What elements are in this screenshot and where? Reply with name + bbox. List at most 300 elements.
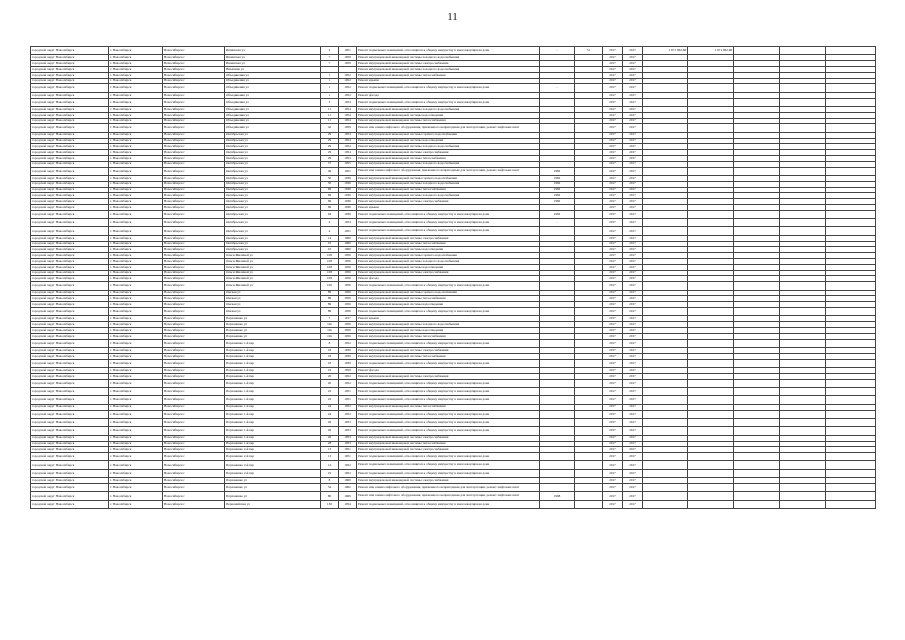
budget-cell xyxy=(734,282,780,290)
street-cell: Объединения ул xyxy=(225,118,321,124)
lift-year-cell xyxy=(540,453,575,461)
street-cell: Омская ул xyxy=(225,296,321,302)
territory-cell: городской округ Новосибирск xyxy=(31,199,109,205)
lift-year-cell: 1982 xyxy=(540,167,575,175)
plan-year-cell: 2017 xyxy=(603,167,623,175)
plan-year-cell: 2017 xyxy=(603,316,623,322)
work-type-cell: Ремонт внутридомовой инженерной системы теплоснабжения xyxy=(357,118,540,124)
fund-cell xyxy=(688,469,734,477)
budget-cell xyxy=(734,461,780,469)
street-cell: Октябрьская ул xyxy=(225,199,321,205)
wear-cell xyxy=(575,500,603,508)
local-cell xyxy=(780,379,826,387)
work-type-cell: Ремонт подвальных помещений, относящихся к общему имуществу в многоквартирном доме xyxy=(357,308,540,316)
house-cell: 106 xyxy=(321,282,339,290)
plan-year-cell: 2017 xyxy=(603,155,623,161)
work-type-cell: Ремонт внутридомовой инженерной системы горячего водоснабжения xyxy=(357,175,540,181)
budget-cell xyxy=(734,387,780,395)
territory-cell: городской округ Новосибирск xyxy=(31,492,109,500)
street-cell: Ольги Жилиной ул xyxy=(225,264,321,270)
work-type-cell: Ремонт подвальных помещений, относящихся к общему имуществу в многоквартирном доме xyxy=(357,396,540,404)
locality-cell: Новосибирск г xyxy=(163,199,225,205)
territory-cell: городской округ Новосибирск xyxy=(31,210,109,218)
built-year-cell: 1956 xyxy=(339,282,357,290)
other-cell xyxy=(826,227,876,235)
fact-year-cell: 2017 xyxy=(623,387,643,395)
plan-year-cell: 2017 xyxy=(603,427,623,435)
city-cell: г. Новосибирск xyxy=(109,235,163,241)
street-cell: Объединения ул xyxy=(225,112,321,118)
territory-cell: городской округ Новосибирск xyxy=(31,469,109,477)
territory-cell: городской округ Новосибирск xyxy=(31,175,109,181)
fact-year-cell: 2017 xyxy=(623,219,643,227)
budget-cell xyxy=(734,84,780,92)
built-year-cell: 1954 xyxy=(339,138,357,144)
plan-year-cell: 2017 xyxy=(603,150,623,156)
fact-year-cell: 2017 xyxy=(623,418,643,426)
work-type-cell: Ремонт подвальных помещений, относящихся к общему имуществу в многоквартирном доме xyxy=(357,219,540,227)
street-cell: Октябрьская ул xyxy=(225,187,321,193)
street-cell: Октябрьская ул xyxy=(225,227,321,235)
territory-cell: городской округ Новосибирск xyxy=(31,441,109,447)
work-type-cell: Ремонт внутридомовой инженерной системы электроснабжения xyxy=(357,347,540,353)
house-cell: 22 xyxy=(321,387,339,395)
other-cell xyxy=(826,124,876,132)
house-cell: 80 xyxy=(321,492,339,500)
other-cell xyxy=(826,492,876,500)
local-cell xyxy=(780,427,826,435)
built-year-cell: 1956 xyxy=(339,308,357,316)
local-cell xyxy=(780,227,826,235)
built-year-cell: 1936 xyxy=(339,204,357,210)
lift-year-cell: 1982 xyxy=(540,193,575,199)
work-type-cell: Ремонт подвальных помещений, относящихся к общему имуществу в многоквартирном доме xyxy=(357,47,540,55)
plan-year-cell: 2017 xyxy=(603,247,623,253)
locality-cell: Новосибирск г xyxy=(163,367,225,373)
city-cell: г. Новосибирск xyxy=(109,469,163,477)
house-cell: 108 xyxy=(321,270,339,276)
fact-year-cell: 2017 xyxy=(623,367,643,373)
budget-cell xyxy=(734,469,780,477)
fact-year-cell: 2017 xyxy=(623,181,643,187)
fact-year-cell: 2017 xyxy=(623,296,643,302)
house-cell: 89 xyxy=(321,296,339,302)
local-cell xyxy=(780,461,826,469)
fact-year-cell: 2017 xyxy=(623,427,643,435)
built-year-cell: 1951 xyxy=(339,227,357,235)
local-cell xyxy=(780,418,826,426)
fact-year-cell: 2017 xyxy=(623,118,643,124)
other-cell xyxy=(826,387,876,395)
street-cell: Октябрьская ул xyxy=(225,204,321,210)
territory-cell: городской округ Новосибирск xyxy=(31,161,109,167)
table-row xyxy=(31,418,876,426)
wear-cell: 51 xyxy=(575,47,603,55)
territory-cell: городской округ Новосибирск xyxy=(31,333,109,339)
built-year-cell: 1952 xyxy=(339,339,357,347)
cost-cell xyxy=(643,282,688,290)
house-cell: 136 xyxy=(321,500,339,508)
lift-year-cell xyxy=(540,282,575,290)
wear-cell xyxy=(575,469,603,477)
work-type-cell: Ремонт подвальных помещений, относящихся к общему имуществу в многоквартирном доме xyxy=(357,453,540,461)
table-row xyxy=(31,282,876,290)
territory-cell: городской округ Новосибирск xyxy=(31,187,109,193)
fact-year-cell: 2017 xyxy=(623,47,643,55)
cost-cell xyxy=(643,227,688,235)
street-cell: Пархоменко ул xyxy=(225,492,321,500)
work-type-cell: Ремонт подвальных помещений, относящихся к общему имуществу в многоквартирном доме xyxy=(357,98,540,106)
house-cell: 49 xyxy=(321,167,339,175)
fact-year-cell: 2017 xyxy=(623,447,643,453)
work-type-cell: Ремонт фасада xyxy=(357,92,540,98)
plan-year-cell: 2017 xyxy=(603,227,623,235)
territory-cell: городской округ Новосибирск xyxy=(31,276,109,282)
house-cell: 22 xyxy=(321,396,339,404)
local-cell xyxy=(780,210,826,218)
locality-cell: Новосибирск г xyxy=(163,84,225,92)
street-cell: Объединения ул xyxy=(225,124,321,132)
wear-cell xyxy=(575,339,603,347)
fact-year-cell: 2017 xyxy=(623,204,643,210)
territory-cell: городской округ Новосибирск xyxy=(31,181,109,187)
built-year-cell: 1954 xyxy=(339,132,357,138)
work-type-cell: Ремонт крыши xyxy=(357,204,540,210)
territory-cell: городской округ Новосибирск xyxy=(31,264,109,270)
house-cell: 7 xyxy=(321,316,339,322)
fund-cell xyxy=(688,98,734,106)
territory-cell: городской округ Новосибирск xyxy=(31,347,109,353)
work-type-cell: Ремонт подвальных помещений, относящихся к общему имуществу в многоквартирном доме xyxy=(357,282,540,290)
fact-year-cell: 2017 xyxy=(623,227,643,235)
street-cell: Пархоменко 2-й пер xyxy=(225,453,321,461)
local-cell xyxy=(780,219,826,227)
budget-cell xyxy=(734,219,780,227)
territory-cell: городской округ Новосибирск xyxy=(31,282,109,290)
work-type-cell: Ремонт внутридомовой инженерной системы холодного водоснабжения xyxy=(357,181,540,187)
city-cell: г. Новосибирск xyxy=(109,84,163,92)
locality-cell: Новосибирск г xyxy=(163,241,225,247)
fund-cell xyxy=(688,227,734,235)
cost-cell xyxy=(643,427,688,435)
work-type-cell: Ремонт внутридомовой инженерной системы холодного водоснабжения xyxy=(357,322,540,328)
built-year-cell: 1936 xyxy=(339,187,357,193)
table-row xyxy=(31,453,876,461)
lift-year-cell xyxy=(540,461,575,469)
lift-year-cell: 1982 xyxy=(540,210,575,218)
house-cell: 10 xyxy=(321,241,339,247)
wear-cell xyxy=(575,308,603,316)
plan-year-cell: 2017 xyxy=(603,78,623,84)
plan-year-cell: 2017 xyxy=(603,469,623,477)
wear-cell xyxy=(575,379,603,387)
territory-cell: городской округ Новосибирск xyxy=(31,227,109,235)
cost-cell xyxy=(643,98,688,106)
cost-cell xyxy=(643,484,688,492)
work-type-cell: Ремонт внутридомовой инженерной системы теплоснабжения xyxy=(357,72,540,78)
budget-cell xyxy=(734,47,780,55)
wear-cell xyxy=(575,210,603,218)
locality-cell: Новосибирск г xyxy=(163,155,225,161)
built-year-cell: 1956 xyxy=(339,296,357,302)
locality-cell: Новосибирск г xyxy=(163,290,225,296)
plan-year-cell: 2017 xyxy=(603,347,623,353)
street-cell: Пархоменко ул xyxy=(225,316,321,322)
city-cell: г. Новосибирск xyxy=(109,328,163,334)
locality-cell: Новосибирск г xyxy=(163,410,225,418)
built-year-cell: 1960 xyxy=(339,247,357,253)
wear-cell xyxy=(575,98,603,106)
fact-year-cell: 2017 xyxy=(623,316,643,322)
built-year-cell: 1939 xyxy=(339,353,357,359)
other-cell xyxy=(826,308,876,316)
territory-cell: городской округ Новосибирск xyxy=(31,308,109,316)
fact-year-cell: 2017 xyxy=(623,453,643,461)
fund-cell xyxy=(688,359,734,367)
lift-year-cell: 1982 xyxy=(540,187,575,193)
table-row xyxy=(31,500,876,508)
house-cell: 4 xyxy=(321,219,339,227)
fact-year-cell: 2017 xyxy=(623,247,643,253)
budget-cell xyxy=(734,167,780,175)
plan-year-cell: 2017 xyxy=(603,84,623,92)
work-type-cell: Ремонт внутридомовой инженерной системы электроснабжения xyxy=(357,435,540,441)
work-type-cell: Ремонт подвальных помещений, относящихся к общему имуществу в многоквартирном доме xyxy=(357,227,540,235)
fact-year-cell: 2017 xyxy=(623,78,643,84)
other-cell xyxy=(826,219,876,227)
street-cell: Пархоменко 1-й пер xyxy=(225,435,321,441)
lift-year-cell: 1982 xyxy=(540,181,575,187)
cost-cell xyxy=(643,500,688,508)
fact-year-cell: 2017 xyxy=(623,270,643,276)
plan-year-cell: 2017 xyxy=(603,92,623,98)
house-cell: 19 xyxy=(321,469,339,477)
other-cell xyxy=(826,210,876,218)
territory-cell: городской округ Новосибирск xyxy=(31,302,109,308)
wear-cell xyxy=(575,418,603,426)
territory-cell: городской округ Новосибирск xyxy=(31,144,109,150)
fund-cell xyxy=(688,124,734,132)
house-cell: 7 xyxy=(321,61,339,67)
plan-year-cell: 2017 xyxy=(603,333,623,339)
territory-cell: городской округ Новосибирск xyxy=(31,138,109,144)
street-cell: Пархоменко 2-й пер xyxy=(225,469,321,477)
house-cell: 108 xyxy=(321,264,339,270)
plan-year-cell: 2017 xyxy=(603,296,623,302)
locality-cell: Новосибирск г xyxy=(163,247,225,253)
territory-cell: городской округ Новосибирск xyxy=(31,461,109,469)
territory-cell: городской округ Новосибирск xyxy=(31,247,109,253)
cost-cell: 1 671 962,68 xyxy=(643,47,688,55)
locality-cell: Новосибирск г xyxy=(163,282,225,290)
street-cell: Пархоменко ул xyxy=(225,322,321,328)
built-year-cell: 1962 xyxy=(339,484,357,492)
fact-year-cell: 2017 xyxy=(623,353,643,359)
territory-cell: городской округ Новосибирск xyxy=(31,328,109,334)
fact-year-cell: 2017 xyxy=(623,150,643,156)
cost-cell xyxy=(643,461,688,469)
territory-cell: городской округ Новосибирск xyxy=(31,359,109,367)
plan-year-cell: 2017 xyxy=(603,124,623,132)
street-cell: Омская ул xyxy=(225,290,321,296)
house-cell: 11 xyxy=(321,112,339,118)
other-cell xyxy=(826,98,876,106)
built-year-cell: 1969 xyxy=(339,492,357,500)
territory-cell: городской округ Новосибирск xyxy=(31,47,109,55)
house-cell: 24 xyxy=(321,404,339,410)
locality-cell: Новосибирск г xyxy=(163,302,225,308)
work-type-cell: Ремонт крыши xyxy=(357,316,540,322)
fund-cell xyxy=(688,410,734,418)
street-cell: Ольги Жилиной ул xyxy=(225,282,321,290)
city-cell: г. Новосибирск xyxy=(109,333,163,339)
lift-year-cell: - xyxy=(540,47,575,55)
locality-cell: Новосибирск г xyxy=(163,204,225,210)
city-cell: г. Новосибирск xyxy=(109,219,163,227)
city-cell: г. Новосибирск xyxy=(109,193,163,199)
table-row xyxy=(31,227,876,235)
city-cell: г. Новосибирск xyxy=(109,373,163,379)
locality-cell: Новосибирск г xyxy=(163,469,225,477)
budget-cell xyxy=(734,210,780,218)
fact-year-cell: 2017 xyxy=(623,92,643,98)
house-cell: 69 xyxy=(321,187,339,193)
locality-cell: Новосибирск г xyxy=(163,353,225,359)
work-type-cell: Ремонт внутридомовой инженерной системы холодного водоснабжения xyxy=(357,193,540,199)
lift-year-cell xyxy=(540,339,575,347)
wear-cell xyxy=(575,484,603,492)
street-cell: Октябрьская ул xyxy=(225,132,321,138)
built-year-cell: 1954 xyxy=(339,155,357,161)
fact-year-cell: 2017 xyxy=(623,106,643,112)
wear-cell xyxy=(575,410,603,418)
lift-year-cell xyxy=(540,410,575,418)
city-cell: г. Новосибирск xyxy=(109,316,163,322)
plan-year-cell: 2017 xyxy=(603,484,623,492)
wear-cell xyxy=(575,84,603,92)
lift-year-cell xyxy=(540,379,575,387)
locality-cell: Новосибирск г xyxy=(163,441,225,447)
built-year-cell: 1954 xyxy=(339,150,357,156)
locality-cell: Новосибирск г xyxy=(163,150,225,156)
locality-cell: Новосибирск г xyxy=(163,427,225,435)
work-type-cell: Ремонт подвальных помещений, относящихся к общему имуществу в многоквартирном доме xyxy=(357,500,540,508)
house-cell: 26 xyxy=(321,435,339,441)
fact-year-cell: 2017 xyxy=(623,373,643,379)
street-cell: Октябрьская ул xyxy=(225,247,321,253)
street-cell: Ольги Жилиной ул xyxy=(225,259,321,265)
city-cell: г. Новосибирск xyxy=(109,187,163,193)
work-type-cell: Ремонт подвальных помещений, относящихся к общему имуществу в многоквартирном доме xyxy=(357,461,540,469)
work-type-cell: Ремонт внутридомовой инженерной системы холодного водоснабжения xyxy=(357,144,540,150)
house-cell: 29 xyxy=(321,155,339,161)
street-cell: Пархоменко 1-й пер xyxy=(225,347,321,353)
locality-cell: Новосибирск г xyxy=(163,61,225,67)
house-cell: 89 xyxy=(321,308,339,316)
fact-year-cell: 2017 xyxy=(623,210,643,218)
street-cell: Пархоменко ул xyxy=(225,484,321,492)
plan-year-cell: 2017 xyxy=(603,410,623,418)
street-cell: Объединения ул xyxy=(225,72,321,78)
built-year-cell: 1959 xyxy=(339,124,357,132)
cost-cell xyxy=(643,210,688,218)
lift-year-cell xyxy=(540,484,575,492)
fund-cell xyxy=(688,379,734,387)
work-type-cell: Ремонт внутридомовой инженерной системы горячего водоснабжения xyxy=(357,132,540,138)
other-cell xyxy=(826,379,876,387)
house-cell: 10 xyxy=(321,247,339,253)
built-year-cell: 1939 xyxy=(339,347,357,353)
built-year-cell: 1956 xyxy=(339,270,357,276)
house-cell: 11 xyxy=(321,118,339,124)
built-year-cell: 1952 xyxy=(339,92,357,98)
locality-cell: Новосибирск г xyxy=(163,227,225,235)
fund-cell xyxy=(688,219,734,227)
plan-year-cell: 2017 xyxy=(603,112,623,118)
table-row xyxy=(31,124,876,132)
other-cell xyxy=(826,167,876,175)
street-cell: Октябрьская ул xyxy=(225,155,321,161)
plan-year-cell: 2017 xyxy=(603,204,623,210)
built-year-cell: 1955 xyxy=(339,161,357,167)
territory-cell: городской округ Новосибирск xyxy=(31,253,109,259)
street-cell: Октябрьская ул xyxy=(225,150,321,156)
locality-cell: Новосибирск г xyxy=(163,328,225,334)
fact-year-cell: 2017 xyxy=(623,112,643,118)
built-year-cell: 1952 xyxy=(339,72,357,78)
other-cell xyxy=(826,282,876,290)
plan-year-cell: 2017 xyxy=(603,132,623,138)
plan-year-cell: 2017 xyxy=(603,359,623,367)
house-cell: 108 xyxy=(321,276,339,282)
built-year-cell: 1959 xyxy=(339,55,357,61)
built-year-cell: 1956 xyxy=(339,328,357,334)
table-row xyxy=(31,461,876,469)
territory-cell: городской округ Новосибирск xyxy=(31,322,109,328)
built-year-cell: 1953 xyxy=(339,427,357,435)
cost-cell xyxy=(643,339,688,347)
city-cell: г. Новосибирск xyxy=(109,150,163,156)
locality-cell: Новосибирск г xyxy=(163,379,225,387)
locality-cell: Новосибирск г xyxy=(163,47,225,55)
city-cell: г. Новосибирск xyxy=(109,118,163,124)
local-cell xyxy=(780,84,826,92)
fact-year-cell: 2017 xyxy=(623,500,643,508)
city-cell: г. Новосибирск xyxy=(109,387,163,395)
house-cell: 3 xyxy=(321,98,339,106)
other-cell xyxy=(826,84,876,92)
budget-cell xyxy=(734,492,780,500)
work-type-cell: Ремонт подвальных помещений, относящихся к общему имуществу в многоквартирном доме xyxy=(357,379,540,387)
plan-year-cell: 2017 xyxy=(603,492,623,500)
fact-year-cell: 2017 xyxy=(623,175,643,181)
work-type-cell: Ремонт или замена лифтового оборудования, признанного непригодным для эксплуатации, ремонт лифтовых шахт xyxy=(357,124,540,132)
lift-year-cell xyxy=(540,308,575,316)
city-cell: г. Новосибирск xyxy=(109,484,163,492)
territory-cell: городской округ Новосибирск xyxy=(31,61,109,67)
house-cell: 54 xyxy=(321,484,339,492)
local-cell xyxy=(780,387,826,395)
page-number: 11 xyxy=(447,11,458,23)
city-cell: г. Новосибирск xyxy=(109,155,163,161)
house-cell: 108 xyxy=(321,253,339,259)
work-type-cell: Ремонт внутридомовой инженерной системы водоотведения xyxy=(357,247,540,253)
locality-cell: Новосибирск г xyxy=(163,72,225,78)
fact-year-cell: 2017 xyxy=(623,138,643,144)
work-type-cell: Ремонт внутридомовой инженерной системы теплоснабжения xyxy=(357,187,540,193)
work-type-cell: Ремонт внутридомовой инженерной системы теплоснабжения xyxy=(357,333,540,339)
street-cell: Пархоменко 1-й пер xyxy=(225,418,321,426)
